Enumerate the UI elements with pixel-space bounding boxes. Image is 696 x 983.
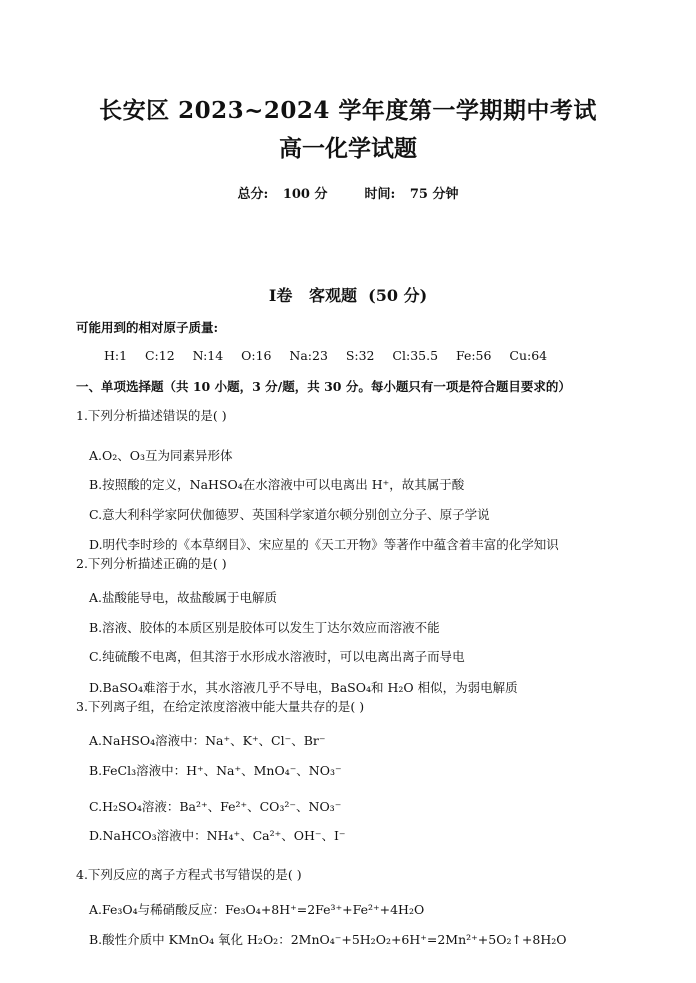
question-4-option-b: B.酸性介质中 KMnO₄ 氧化 H₂O₂：2MnO₄⁻+5H₂O₂+6H⁺=2Mn²⁺+5O₂↑+8H₂O	[89, 932, 567, 947]
question-1-stem: 1.下列分析描述错误的是( )	[76, 408, 227, 423]
exam-title: 长安区 2023~2024 学年度第一学期期中考试	[99, 97, 597, 124]
time-value: 75 分钟	[409, 187, 459, 202]
time-label: 时间:	[364, 187, 396, 202]
score-value: 100 分	[282, 187, 328, 202]
question-3-option-b: B.FeCl₃溶液中：H⁺、Na⁺、MnO₄⁻、NO₃⁻	[89, 763, 342, 778]
section-title: I卷 客观题 (50 分)	[268, 286, 428, 305]
part-one-heading: 一、单项选择题（共 10 小题，3 分/题，共 30 分。每小题只有一项是符合题目要求的）	[76, 379, 571, 394]
exam-meta	[0, 183, 696, 202]
atomic-mass-label: 可能用到的相对原子质量:	[76, 320, 219, 335]
question-1-option-a: A.O₂、O₃互为同素异形体	[89, 448, 233, 463]
question-1-option-c: C.意大利科学家阿伏伽德罗、英国科学家道尔顿分别创立分子、原子学说	[89, 507, 490, 522]
question-4-option-a: A.Fe₃O₄与稀硝酸反应：Fe₃O₄+8H⁺=2Fe³⁺+Fe²⁺+4H₂O	[89, 902, 425, 917]
exam-subtitle: 高一化学试题	[279, 135, 417, 162]
question-2-option-b: B.溶液、胶体的本质区别是胶体可以发生丁达尔效应而溶液不能	[89, 620, 440, 635]
question-1-option-b: B.按照酸的定义，NaHSO₄在水溶液中可以电离出 H⁺，故其属于酸	[89, 477, 465, 492]
question-2-option-d: D.BaSO₄难溶于水，其水溶液几乎不导电，BaSO₄和 H₂O 相似，为弱电解质	[89, 680, 518, 695]
question-2-option-c: C.纯硫酸不电离，但其溶于水形成水溶液时，可以电离出离子而导电	[89, 649, 465, 664]
question-2-option-a: A.盐酸能导电，故盐酸属于电解质	[89, 590, 278, 605]
question-4-stem: 4.下列反应的离子方程式书写错误的是( )	[76, 867, 302, 882]
question-1-option-d: D.明代李时珍的《本草纲目》、宋应星的《天工开物》等著作中蕴含着丰富的化学知识	[89, 537, 559, 552]
question-3-option-d: D.NaHCO₃溶液中：NH₄⁺、Ca²⁺、OH⁻、I⁻	[89, 828, 346, 843]
question-3-option-a: A.NaHSO₄溶液中：Na⁺、K⁺、Cl⁻、Br⁻	[89, 733, 326, 748]
question-3-stem: 3.下列离子组，在给定浓度溶液中能大量共存的是( )	[76, 699, 365, 714]
score-label: 总分:	[237, 187, 269, 202]
question-3-option-c: C.H₂SO₄溶液：Ba²⁺、Fe²⁺、CO₃²⁻、NO₃⁻	[89, 799, 342, 814]
question-2-stem: 2.下列分析描述正确的是( )	[76, 556, 227, 571]
atomic-mass-values: H:1 C:12 N:14 O:16 Na:23 S:32 Cl:35.5 Fe:56 Cu:64	[104, 348, 548, 363]
